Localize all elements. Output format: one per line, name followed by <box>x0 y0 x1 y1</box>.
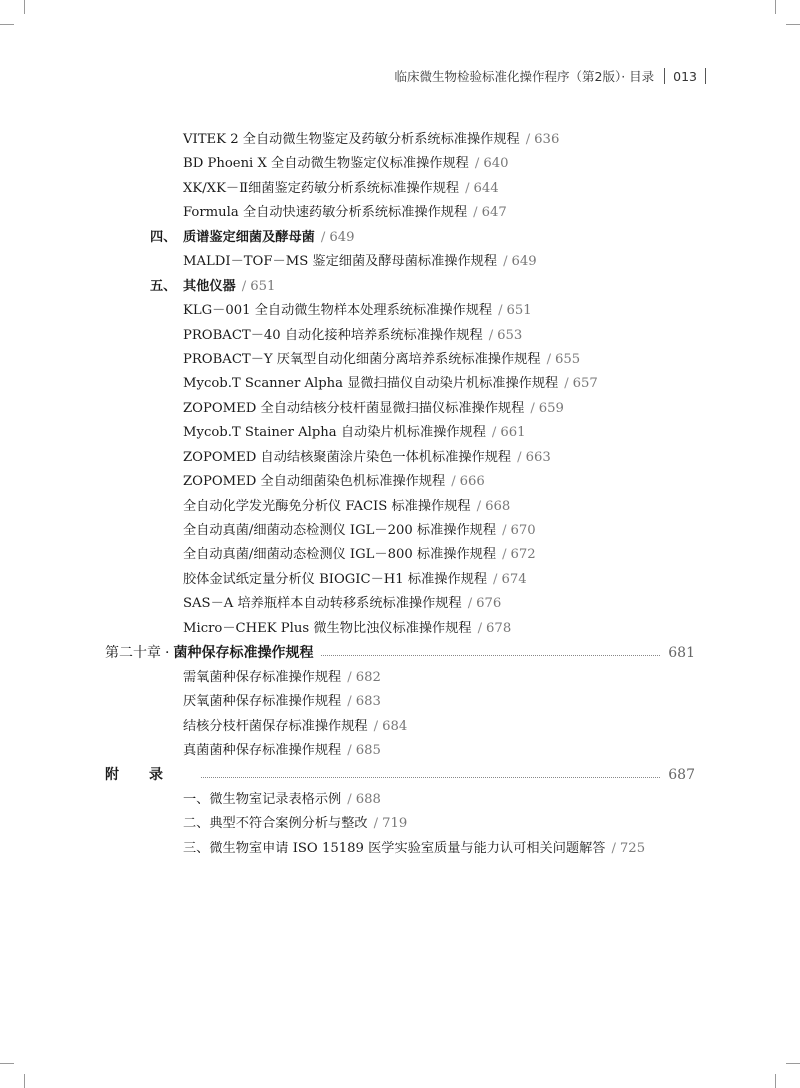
toc-entry[interactable] <box>0 201 800 225</box>
entry-title: 二、典型不符合案例分析与整改 <box>183 816 368 832</box>
entry-title: ZOPOMED 全自动细菌染色机标准操作规程 <box>183 474 446 490</box>
entry-page: 655 <box>555 351 581 367</box>
slash-separator: / <box>473 205 478 221</box>
chapter-label: 第二十章 <box>105 645 161 662</box>
dot-leader <box>321 655 660 656</box>
entry-title: 三、微生物室申请 ISO 15189 医学实验室质量与能力认可相关问题解答 <box>183 840 606 856</box>
slash-separator: / <box>347 669 352 685</box>
entry-title: ZOPOMED 自动结核聚菌涂片染色一体机标准操作规程 <box>183 449 512 465</box>
entry-page: 685 <box>355 742 381 758</box>
slash-separator: / <box>373 718 379 734</box>
table-of-contents <box>0 128 800 861</box>
entry-title: PROBACT－40 自动化接种培养系统标准操作规程 <box>183 327 483 343</box>
slash-separator: / <box>611 840 616 856</box>
entry-title: VITEK 2 全自动微生物鉴定及药敏分析系统标准操作规程 <box>183 132 520 147</box>
entry-page: 678 <box>486 620 512 636</box>
entry-page: 725 <box>619 840 646 856</box>
slash-separator: / <box>491 425 497 441</box>
crop-mark <box>24 1074 25 1088</box>
toc-group <box>0 666 800 764</box>
entry-page: 688 <box>355 791 381 807</box>
header-page-number: 013 <box>673 68 697 84</box>
section-number: 四、 <box>150 229 177 245</box>
entry-page: 644 <box>473 180 499 196</box>
entry-page: 663 <box>525 449 551 465</box>
slash-separator: / <box>502 523 507 538</box>
toc-entry[interactable] <box>0 592 800 616</box>
toc-entry[interactable] <box>0 250 800 274</box>
crop-mark <box>0 24 14 25</box>
chapter-title: 菌种保存标准操作规程 <box>173 645 314 662</box>
crop-mark <box>786 1063 800 1064</box>
entry-title: ZOPOMED 全自动结核分枝杆菌显微扫描仪标准操作规程 <box>183 400 525 416</box>
toc-entry[interactable] <box>0 177 800 201</box>
toc-entry[interactable] <box>0 372 800 396</box>
entry-title: 结核分枝杆菌保存标准操作规程 <box>183 718 368 734</box>
header-separator <box>705 68 706 84</box>
entry-title: 胶体金试纸定量分析仪 BIOGIC－H1 标准操作规程 <box>183 571 488 587</box>
entry-page: 653 <box>497 327 523 343</box>
slash-separator: / <box>241 278 247 294</box>
toc-entry[interactable] <box>0 299 800 323</box>
entry-title: Mycob.T Stainer Alpha 自动染片机标准操作规程 <box>183 425 486 441</box>
toc-entry[interactable] <box>0 348 800 372</box>
chapter-dot: · <box>165 645 170 662</box>
entry-page: 659 <box>538 400 564 416</box>
toc-entry[interactable] <box>0 812 800 836</box>
toc-section-4[interactable] <box>0 226 800 250</box>
chapter-page: 681 <box>668 645 695 662</box>
crop-mark <box>24 0 25 14</box>
entry-page: 666 <box>459 474 485 490</box>
crop-mark <box>0 1063 14 1064</box>
section-title: 其他仪器 <box>183 278 236 294</box>
toc-entry[interactable] <box>0 324 800 348</box>
slash-separator: / <box>503 254 508 270</box>
entry-page: 684 <box>382 718 408 734</box>
entry-page: 683 <box>355 694 381 710</box>
entry-page: 657 <box>572 376 598 392</box>
entry-page: 676 <box>476 596 502 612</box>
toc-entry[interactable] <box>0 519 800 543</box>
entry-page: 636 <box>534 132 560 147</box>
toc-entry[interactable] <box>0 715 800 739</box>
slash-separator: / <box>451 474 456 490</box>
toc-entry[interactable] <box>0 470 800 494</box>
slash-separator: / <box>347 791 352 807</box>
entry-title: 厌氧菌种保存标准操作规程 <box>183 694 342 710</box>
slash-separator: / <box>546 351 552 367</box>
slash-separator: / <box>517 449 522 465</box>
entry-page: 670 <box>510 523 536 538</box>
slash-separator: / <box>530 400 535 416</box>
entry-page: 672 <box>510 547 536 563</box>
slash-separator: / <box>474 156 480 172</box>
entry-title: 需氧菌种保存标准操作规程 <box>183 669 342 685</box>
toc-entry[interactable] <box>0 128 800 152</box>
toc-entry[interactable] <box>0 152 800 176</box>
slash-separator: / <box>467 596 473 612</box>
toc-entry[interactable] <box>0 739 800 763</box>
running-header <box>394 66 706 86</box>
slash-separator: / <box>498 303 503 319</box>
section-title: 质谱鉴定细菌及酵母菌 <box>183 229 315 245</box>
slash-separator: / <box>502 547 507 563</box>
dot-leader <box>201 777 660 778</box>
entry-page: 682 <box>355 669 381 685</box>
toc-group <box>0 788 800 861</box>
slash-separator: / <box>564 376 569 392</box>
slash-separator: / <box>373 816 379 832</box>
entry-page: 719 <box>382 816 408 832</box>
header-separator <box>664 68 665 84</box>
toc-entry[interactable] <box>0 788 800 812</box>
appendix-label: 附录 <box>105 767 193 784</box>
toc-entry[interactable] <box>0 397 800 421</box>
slash-separator: / <box>347 694 352 710</box>
slash-separator: / <box>476 498 482 514</box>
toc-chapter-20[interactable] <box>0 641 800 665</box>
toc-section-5[interactable] <box>0 275 800 299</box>
slash-separator: / <box>525 132 531 147</box>
entry-title: MALDI－TOF－MS 鉴定细菌及酵母菌标准操作规程 <box>183 254 498 270</box>
entry-page: 647 <box>481 205 507 221</box>
entry-page: 649 <box>511 254 537 270</box>
entry-title: XK/XK－Ⅱ细菌鉴定药敏分析系统标准操作规程 <box>183 180 460 196</box>
toc-entry[interactable] <box>0 421 800 445</box>
slash-separator: / <box>477 620 483 636</box>
entry-title: 全自动化学发光酶免分析仪 FACIS 标准操作规程 <box>183 498 471 514</box>
entry-title: PROBACT－Y 厌氧型自动化细菌分离培养系统标准操作规程 <box>183 351 541 367</box>
header-title: 临床微生物检验标准化操作程序（第2版）· 目录 <box>394 69 655 84</box>
toc-entry[interactable] <box>0 568 800 592</box>
entry-title: 真菌菌种保存标准操作规程 <box>183 742 342 758</box>
toc-entry[interactable] <box>0 495 800 519</box>
appendix-page: 687 <box>668 767 695 784</box>
toc-entry[interactable] <box>0 617 800 641</box>
entry-page: 668 <box>485 498 511 514</box>
toc-group <box>0 128 800 226</box>
toc-entry[interactable] <box>0 690 800 714</box>
entry-page: 661 <box>500 425 526 441</box>
entry-page: 674 <box>501 571 527 587</box>
section-page: 651 <box>250 278 276 294</box>
entry-title: 全自动真菌/细菌动态检测仪 IGL－800 标准操作规程 <box>183 547 497 563</box>
toc-group <box>0 299 800 641</box>
toc-appendix[interactable] <box>0 763 800 787</box>
slash-separator: / <box>493 571 498 587</box>
entry-page: 651 <box>506 303 532 319</box>
entry-title: Micro－CHEK Plus 微生物比浊仪标准操作规程 <box>183 620 472 636</box>
entry-title: Formula 全自动快速药敏分析系统标准操作规程 <box>183 205 468 221</box>
entry-title: 一、微生物室记录表格示例 <box>183 791 342 807</box>
toc-entry[interactable] <box>0 446 800 470</box>
toc-entry[interactable] <box>0 543 800 567</box>
slash-separator: / <box>320 229 326 245</box>
entry-title: Mycob.T Scanner Alpha 显微扫描仪自动染片机标准操作规程 <box>183 376 559 392</box>
crop-mark <box>775 1074 776 1088</box>
toc-entry[interactable] <box>0 666 800 690</box>
slash-separator: / <box>465 180 470 196</box>
entry-title: BD Phoeni X 全自动微生物鉴定仪标准操作规程 <box>183 156 469 172</box>
entry-title: SAS－A 培养瓶样本自动转移系统标准操作规程 <box>183 596 462 612</box>
slash-separator: / <box>347 742 352 758</box>
slash-separator: / <box>488 327 494 343</box>
toc-group <box>0 250 800 274</box>
crop-mark <box>775 0 776 14</box>
entry-page: 640 <box>483 156 509 172</box>
toc-entry[interactable] <box>0 837 800 861</box>
entry-title: KLG－001 全自动微生物样本处理系统标准操作规程 <box>183 303 493 319</box>
crop-mark <box>786 24 800 25</box>
section-number: 五、 <box>150 278 177 294</box>
section-page: 649 <box>329 229 355 245</box>
entry-title: 全自动真菌/细菌动态检测仪 IGL－200 标准操作规程 <box>183 523 497 538</box>
